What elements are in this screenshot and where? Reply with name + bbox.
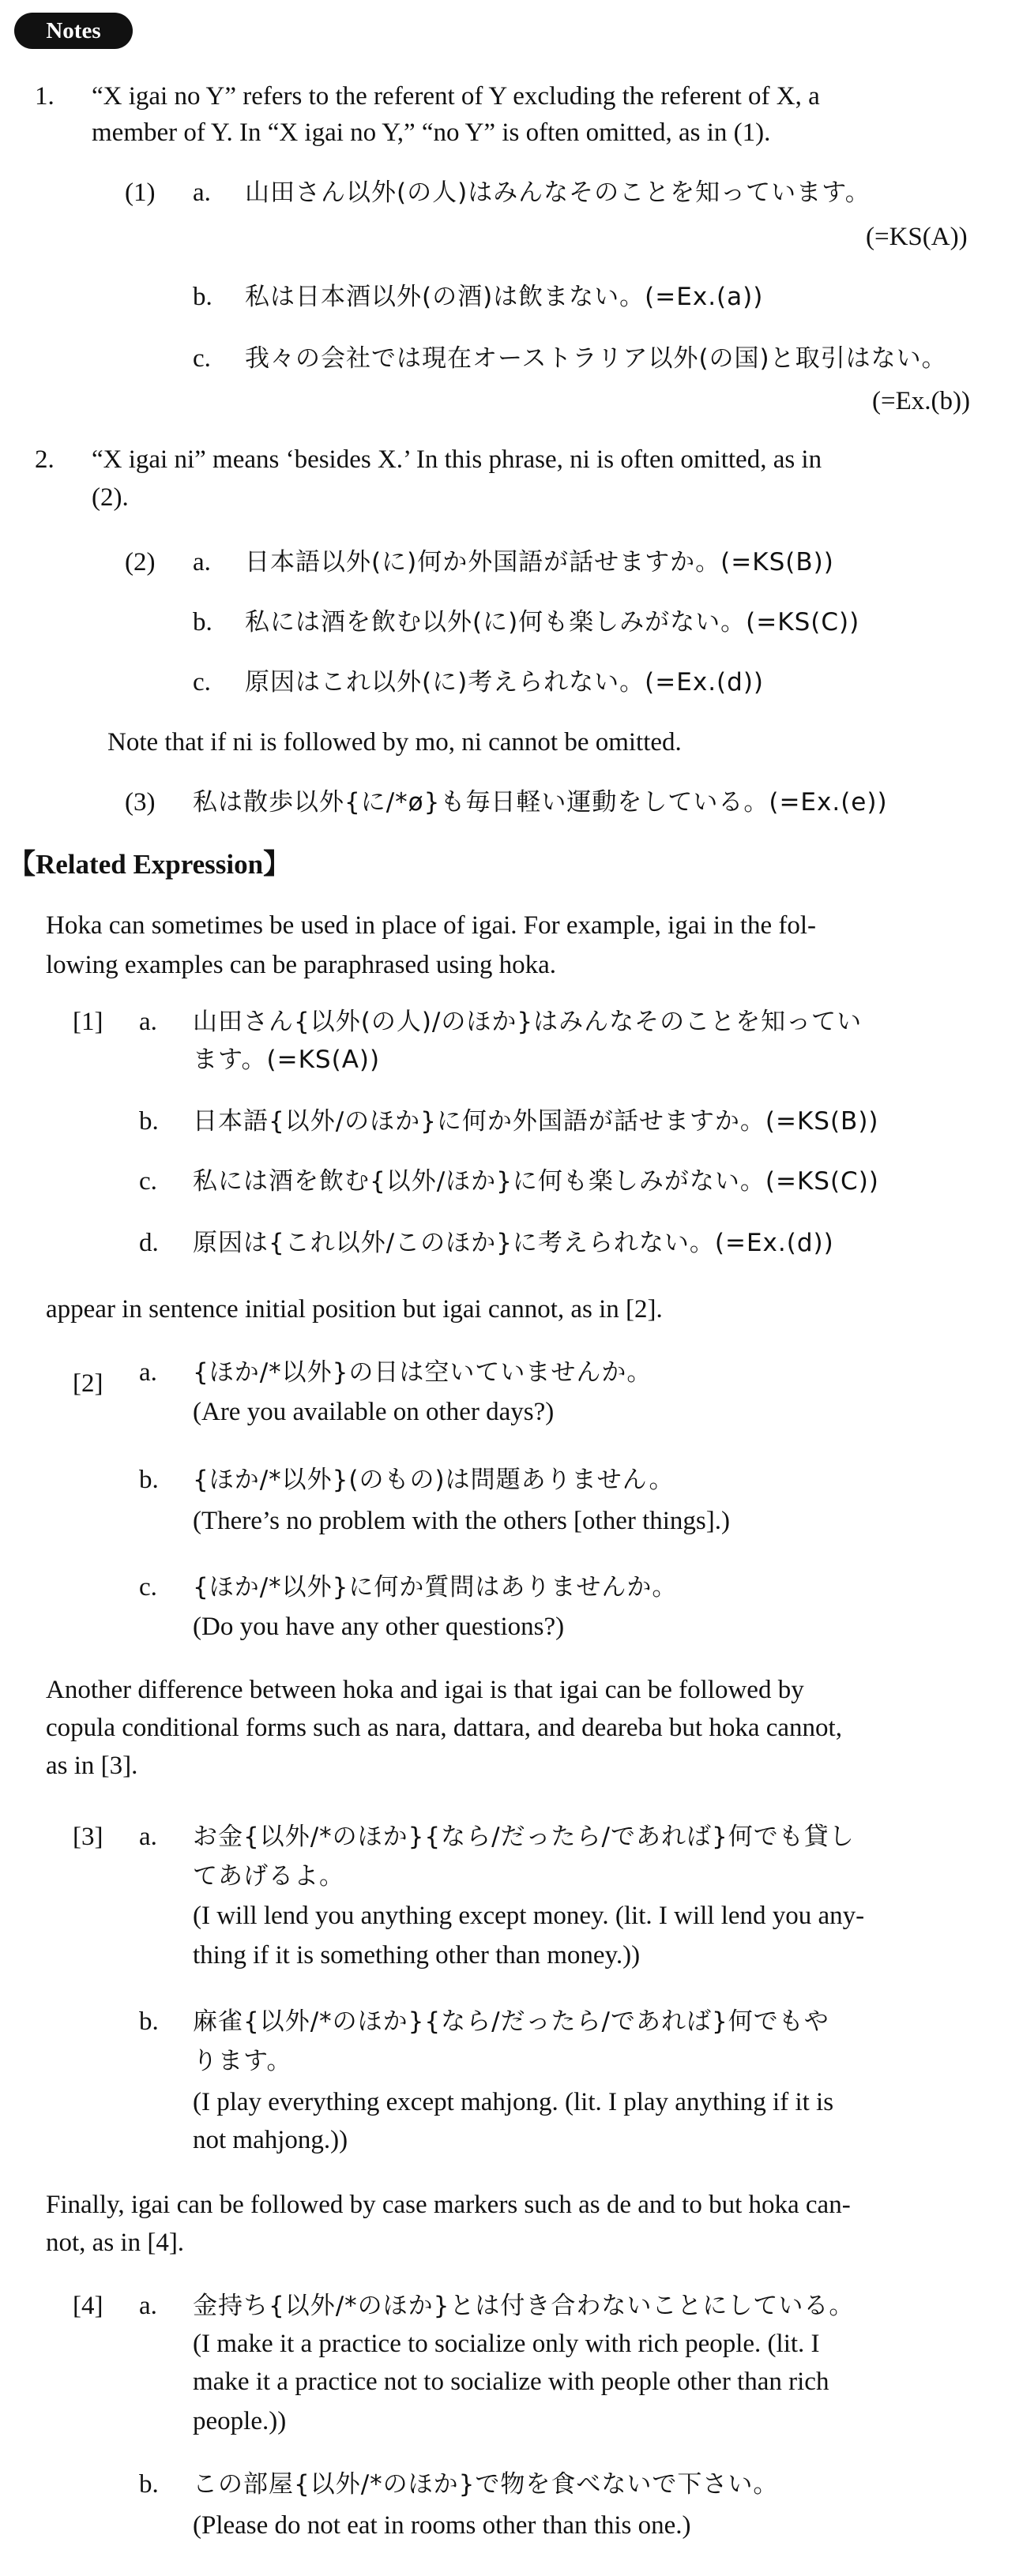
example-1c-text: 我々の会社では現在オーストラリア以外(の国)と取引はない。 (245, 344, 947, 373)
related-4a-en-line-1: (I make it a practice to socialize only with rich people. (lit. I (193, 2330, 820, 2358)
note-2-line-1: “X igai ni” means ‘besides X.’ In this phrase, ni is often omitted, as in (92, 445, 822, 474)
related-expression-heading: 【Related Expression】 (8, 849, 291, 880)
example-1-number: (1) (125, 178, 156, 207)
related-4b-label: b. (139, 2470, 159, 2499)
related-2a-jp: {ほか/*以外}の日は空いていませんか。 (193, 1358, 653, 1387)
related-1a-label: a. (139, 1008, 157, 1036)
related-3-number: [3] (73, 1823, 103, 1851)
note-2-line-2: (2). (92, 483, 129, 512)
related-3b-en-line-1: (I play everything except mahjong. (lit. I play anything if it is (193, 2088, 834, 2116)
related-1d-text: 原因は{これ以外/このほか}に考えられない。(=Ex.(d)) (193, 1229, 834, 1257)
related-3b-label: b. (139, 2007, 159, 2036)
related-4b-en: (Please do not eat in rooms other than this one.) (193, 2511, 691, 2540)
example-2c-label: c. (193, 668, 211, 697)
related-1a-line-1: 山田さん{以外(の人)/のほか}はみんなそのことを知ってい (193, 1008, 863, 1036)
related-2c-label: c. (139, 1573, 157, 1602)
example-1c-label: c. (193, 344, 211, 373)
related-1a-line-2: ます。(=KS(A)) (193, 1046, 381, 1074)
related-1c-text: 私には酒を飲む{以外/ほか}に何も楽しみがない。(=KS(C)) (193, 1167, 879, 1196)
related-1b-label: b. (139, 1107, 159, 1136)
related-para-1-line-2: lowing examples can be paraphrased using hoka. (46, 951, 557, 979)
related-1d-label: d. (139, 1229, 159, 1257)
note-1-number: 1. (35, 82, 55, 111)
related-2c-en: (Do you have any other questions?) (193, 1613, 565, 1641)
related-4a-jp: 金持ち{以外/*のほか}とは付き合わないことにしている。 (193, 2292, 855, 2320)
related-4-number: [4] (73, 2292, 103, 2320)
example-2a-text: 日本語以外(に)何か外国語が話せますか。(=KS(B)) (245, 548, 834, 576)
related-1c-label: c. (139, 1167, 157, 1196)
example-2b-text: 私には酒を飲む以外(に)何も楽しみがない。(=KS(C)) (245, 608, 860, 636)
related-para-3-line-3: as in [3]. (46, 1752, 138, 1780)
notes-badge: Notes (14, 13, 133, 49)
example-2b-label: b. (193, 608, 212, 636)
related-3a-jp-line-1: お金{以外/*のほか}{なら/だったら/であれば}何でも貸し (193, 1823, 855, 1851)
related-4a-label: a. (139, 2292, 157, 2320)
related-3a-en-line-1: (I will lend you anything except money. (lit. I will lend you any- (193, 1902, 865, 1930)
related-3a-en-line-2: thing if it is something other than money.)) (193, 1941, 641, 1970)
related-1-number: [1] (73, 1008, 103, 1036)
related-para-3-line-2: copula conditional forms such as nara, dattara, and deareba but hoka cannot, (46, 1714, 842, 1742)
related-3b-en-line-2: not mahjong.)) (193, 2126, 348, 2154)
example-1b-label: b. (193, 283, 212, 311)
example-2a-label: a. (193, 548, 211, 576)
example-1a-label: a. (193, 178, 211, 207)
related-2b-jp: {ほか/*以外}(のもの)は問題ありません。 (193, 1466, 675, 1494)
related-3a-label: a. (139, 1823, 157, 1851)
related-para-4-line-2: not, as in [4]. (46, 2229, 185, 2257)
example-1c-ref: (=Ex.(b)) (872, 387, 970, 415)
example-2c-text: 原因はこれ以外(に)考えられない。(=Ex.(d)) (245, 668, 765, 697)
related-2a-label: a. (139, 1358, 157, 1387)
example-1a-ref: (=KS(A)) (866, 223, 968, 251)
example-1a-text: 山田さん以外(の人)はみんなそのことを知っています。 (245, 178, 871, 207)
related-para-3-line-1: Another difference between hoka and igai is that igai can be followed by (46, 1676, 804, 1704)
note-2-number: 2. (35, 445, 55, 474)
related-3a-jp-line-2: てあげるよ。 (193, 1862, 344, 1891)
note-1-line-2: member of Y. In “X igai no Y,” “no Y” is often omitted, as in (1). (92, 118, 771, 147)
example-1b-text: 私は日本酒以外(の酒)は飲まない。(=Ex.(a)) (245, 283, 764, 311)
example-2-number: (2) (125, 548, 156, 576)
related-2-number: [2] (73, 1369, 103, 1398)
related-2c-jp: {ほか/*以外}に何か質問はありませんか。 (193, 1573, 678, 1602)
related-3b-jp-line-1: 麻雀{以外/*のほか}{なら/だったら/であれば}何でもや (193, 2007, 829, 2036)
related-para-2: appear in sentence initial position but igai cannot, as in [2]. (46, 1295, 663, 1324)
related-para-4-line-1: Finally, igai can be followed by case markers such as de and to but hoka can- (46, 2191, 851, 2219)
related-3b-jp-line-2: ります。 (193, 2047, 292, 2075)
note-1-line-1: “X igai no Y” refers to the referent of Y excluding the referent of X, a (92, 82, 820, 111)
related-4a-en-line-3: people.)) (193, 2407, 287, 2435)
related-4a-en-line-2: make it a practice not to socialize with people other than rich (193, 2368, 829, 2396)
related-4b-jp: この部屋{以外/*のほか}で物を食べないで下さい。 (193, 2470, 779, 2499)
related-2b-label: b. (139, 1466, 159, 1494)
related-2a-en: (Are you available on other days?) (193, 1398, 555, 1426)
related-para-1-line-1: Hoka can sometimes be used in place of igai. For example, igai in the fol- (46, 911, 817, 940)
example-3-number: (3) (125, 788, 156, 817)
example-3-text: 私は散歩以外{に/*ø}も毎日軽い運動をしている。(=Ex.(e)) (193, 788, 888, 817)
related-2b-en: (There’s no problem with the others [other things].) (193, 1507, 730, 1535)
related-1b-text: 日本語{以外/のほか}に何か外国語が話せますか。(=KS(B)) (193, 1107, 879, 1136)
note-2-tail: Note that if ni is followed by mo, ni cannot be omitted. (107, 728, 682, 757)
